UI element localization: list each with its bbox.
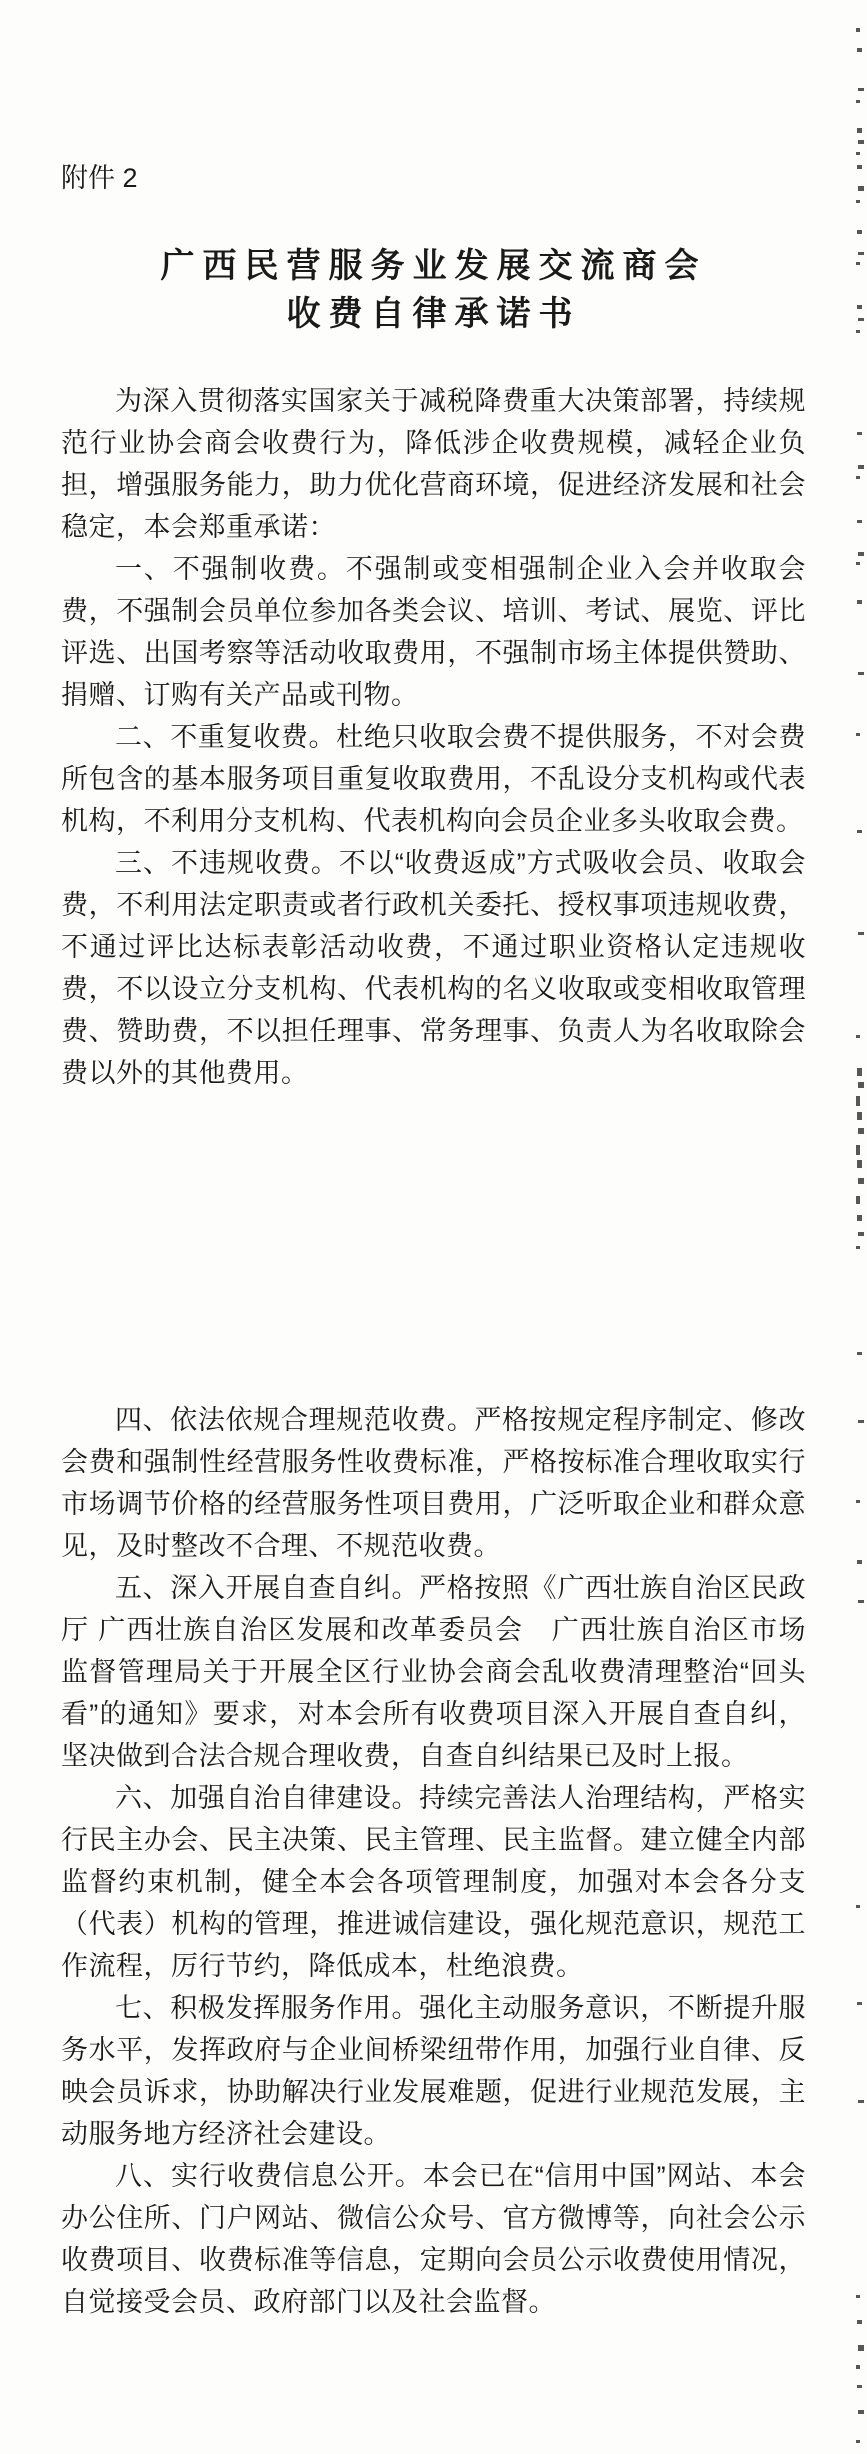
- commitment-item-1: 一、不强制收费。不强制或变相强制企业入会并收取会费，不强制会员单位参加各类会议、培训、考试、展览、评比评选、出国考察等活动收取费用，不强制市场主体提供赞助、捐赠、订购有关产品或刊物。: [61, 554, 806, 710]
- scan-artifact: [858, 2410, 864, 2414]
- scan-artifact: [857, 2385, 862, 2388]
- document-title: [61, 242, 806, 338]
- document-title-line-1: 广西民营服务业发展交流商会: [160, 247, 707, 285]
- commitment-item-3: 三、不违规收费。不以“收费返成”方式吸收会员、收取会费，不利用法定职责或者行政机关委托、授权事项违规收费，不通过评比达标表彰活动收费，不通过职业资格认定违规收费，不以设立分支机构、代表机构的名义收取或变相收取管理费、赞助费，不以担任理事、常务理事、负责人为名收取除会费以外的其他费用。: [61, 848, 806, 1088]
- scan-artifact: [856, 2440, 860, 2443]
- commitment-item-8: 八、实行收费信息公开。本会已在“信用中国”网站、本会办公住所、门户网站、微信公众号、官方微博等，向社会公示收费项目、收费标准等信息，定期向会员公示收费使用情况，自觉接受会员、政府部门以及社会监督。: [61, 2161, 806, 2317]
- intro-paragraph: 为深入贯彻落实国家关于减税降费重大决策部署，持续规范行业协会商会收费行为，降低涉企收费规模，减轻企业负担，增强服务能力，助力优化营商环境，促进经济发展和社会稳定，本会郑重承诺：: [61, 386, 806, 542]
- document-title-line-2: 收费自律承诺书: [286, 295, 581, 333]
- commitment-item-4: 四、依法依规合理规范收费。严格按规定程序制定、修改会费和强制性经营服务性收费标准，严格按标准合理收取实行市场调节价格的经营服务性项目费用，广泛听取企业和群众意见，及时整改不合理、不规范收费。: [61, 1405, 806, 1561]
- commitment-item-7: 七、积极发挥服务作用。强化主动服务意识，不断提升服务水平，发挥政府与企业间桥梁纽带作用，加强行业自律、反映会员诉求，协助解决行业发展难题，促进行业规范发展，主动服务地方经济社会建设。: [61, 1993, 806, 2149]
- attachment-label: 附件 2: [61, 163, 138, 193]
- page-break-gap: [61, 1094, 806, 1399]
- scan-artifact: [856, 2365, 860, 2369]
- scan-artifact: [858, 2345, 864, 2351]
- commitment-item-6: 六、加强自治自律建设。持续完善法人治理结构，严格实行民主办会、民主决策、民主管理、民主监督。建立健全内部监督约束机制，健全本会各项管理制度，加强对本会各分支（代表）机构的管理，推进诚信建设，强化规范意识，规范工作流程，厉行节约，降低成本，杜绝浪费。: [61, 1783, 806, 1981]
- commitment-item-2: 二、不重复收费。杜绝只收取会费不提供服务，不对会费所包含的基本服务项目重复收取费用，不乱设分支机构或代表机构，不利用分支机构、代表机构向会员企业多头收取会费。: [61, 722, 806, 836]
- commitment-item-5: 五、深入开展自查自纠。严格按照《广西壮族自治区民政厅 广西壮族自治区发展和改革委员会 广西壮族自治区市场监督管理局关于开展全区行业协会商会乱收费清理整治“回头看”的通知》要求，对本会所有收费项目深入开展自查自纠，坚决做到合法合规合理收费，自查自纠结果已及时上报。: [61, 1573, 806, 1771]
